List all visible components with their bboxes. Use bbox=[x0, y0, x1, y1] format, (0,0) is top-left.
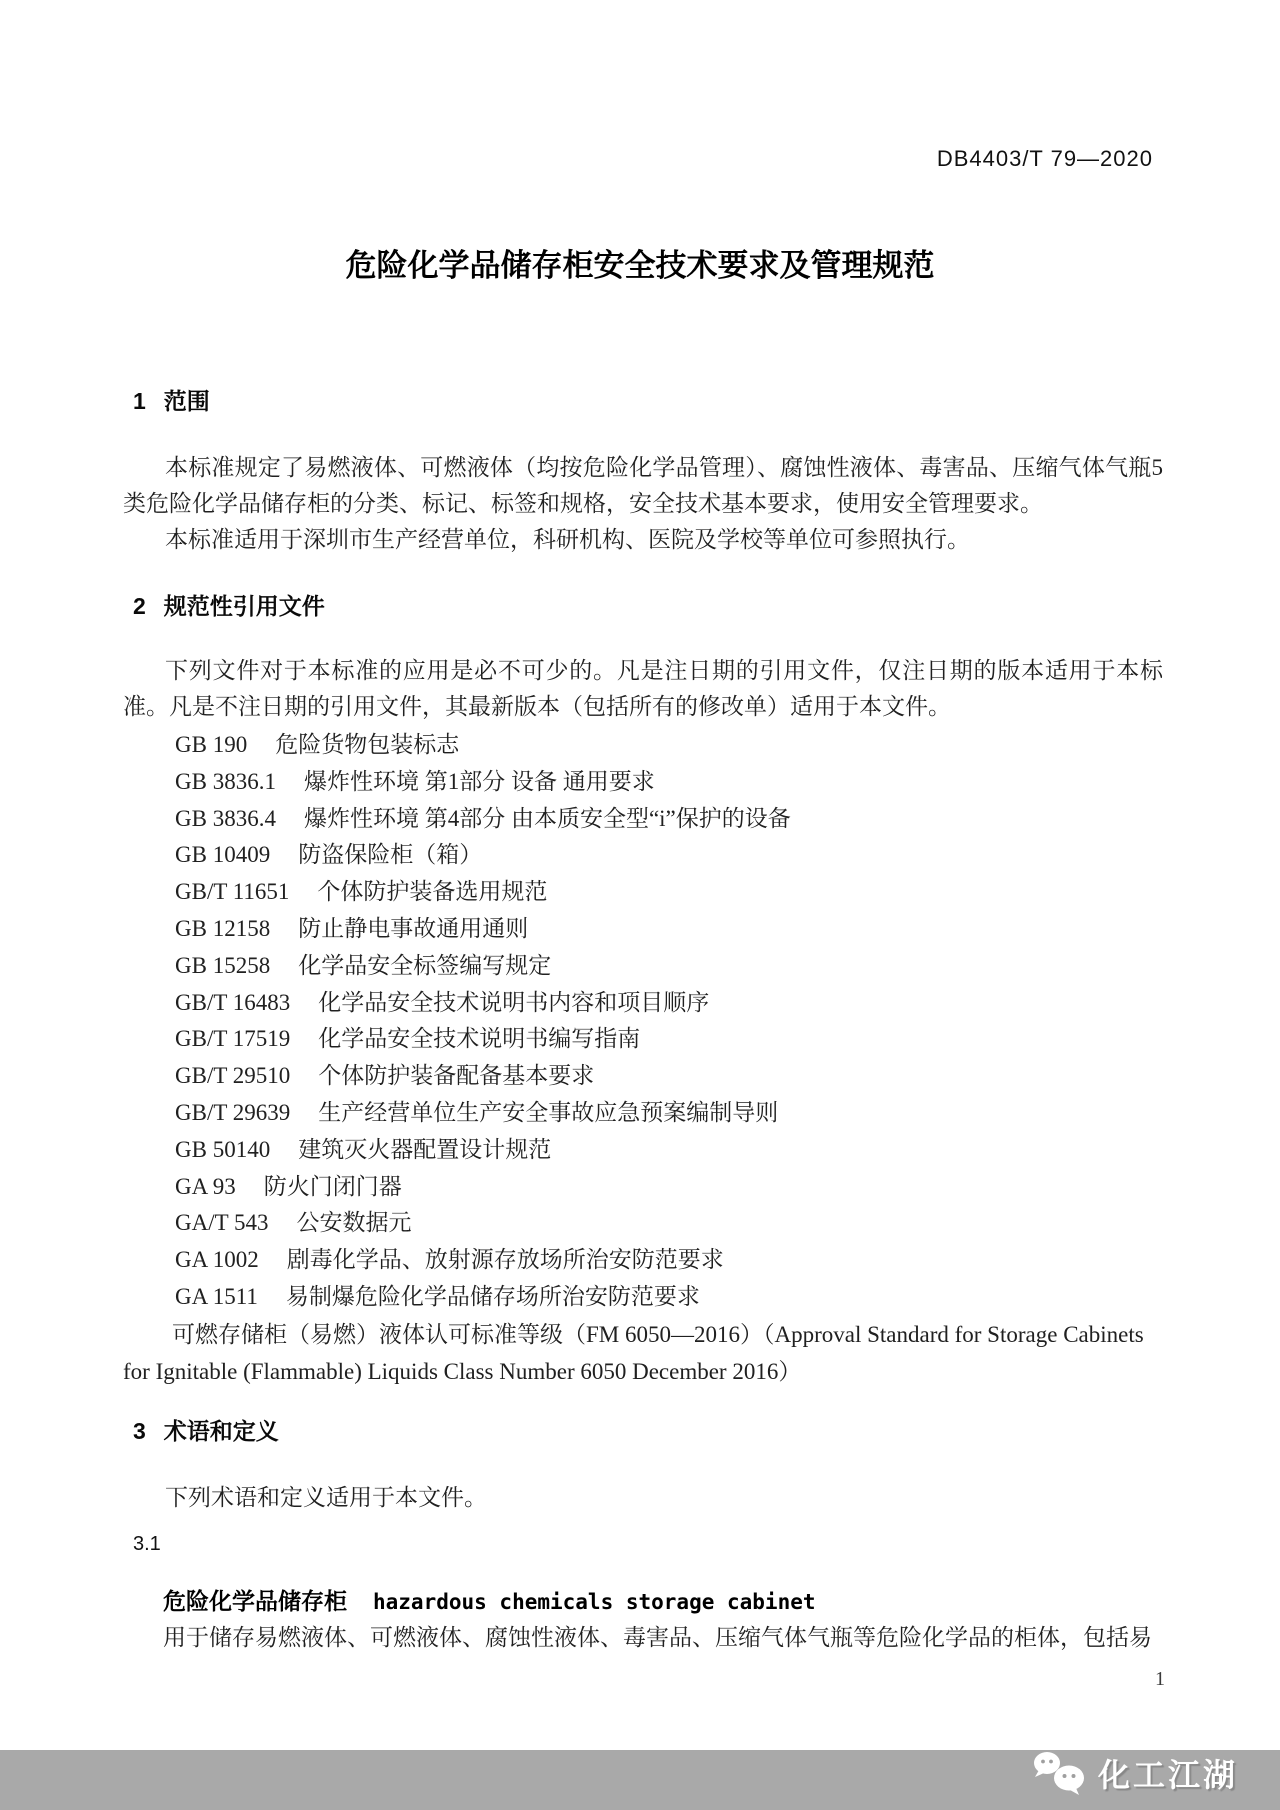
references-list bbox=[123, 727, 1163, 1316]
reference-item bbox=[123, 874, 1163, 911]
chat-bubbles-icon bbox=[1030, 1750, 1098, 1796]
reference-title: 危险货物包装标志 bbox=[275, 732, 460, 757]
section-heading-scope bbox=[133, 383, 1173, 416]
reference-item bbox=[123, 1132, 1163, 1169]
watermark-footer-band bbox=[0, 1750, 1280, 1810]
reference-title: 爆炸性环境 第1部分 设备 通用要求 bbox=[303, 768, 655, 794]
reference-title: 化学品安全标签编写规定 bbox=[298, 952, 552, 978]
reference-title: 建筑灭火器配置设计规范 bbox=[298, 1136, 552, 1162]
reference-code: GA 93 bbox=[175, 1173, 236, 1199]
reference-title: 防止静电事故通用通则 bbox=[298, 915, 529, 941]
term-name-zh: 危险化学品储存柜 bbox=[163, 1588, 347, 1614]
reference-item bbox=[123, 1058, 1163, 1095]
reference-title: 公安数据元 bbox=[296, 1210, 412, 1236]
reference-code: GB 190 bbox=[175, 732, 248, 757]
reference-code: GB/T 11651 bbox=[175, 879, 290, 905]
reference-title: 易制爆危险化学品储存场所治安防范要求 bbox=[285, 1283, 700, 1309]
terms-intro: 下列术语和定义适用于本文件。 bbox=[165, 1485, 487, 1510]
section-title: 范围 bbox=[163, 388, 210, 414]
section-number: 2 bbox=[133, 593, 146, 619]
term-entry bbox=[163, 1583, 1203, 1616]
reference-item bbox=[123, 1095, 1163, 1132]
term-number: 3.1 bbox=[133, 1533, 161, 1555]
reference-item bbox=[123, 1205, 1163, 1242]
section-title: 规范性引用文件 bbox=[163, 593, 325, 619]
reference-item bbox=[123, 1169, 1163, 1206]
section-heading-references bbox=[133, 588, 1173, 621]
brand-logo bbox=[1030, 1750, 1238, 1796]
reference-item bbox=[123, 1242, 1163, 1279]
reference-item bbox=[123, 1279, 1163, 1316]
reference-code: GB 12158 bbox=[175, 915, 271, 941]
reference-title: 生产经营单位生产安全事故应急预案编制导则 bbox=[318, 1099, 779, 1125]
reference-item bbox=[123, 801, 1163, 838]
reference-code: GB/T 16483 bbox=[175, 989, 291, 1015]
section-title: 术语和定义 bbox=[163, 1418, 279, 1444]
reference-code: GA/T 543 bbox=[175, 1210, 269, 1236]
scope-paragraph-2: 本标准适用于深圳市生产经营单位，科研机构、医院及学校等单位可参照执行。 bbox=[165, 527, 970, 552]
fm-reference-line-1: 可燃存储柜（易燃）液体认可标准等级（FM 6050—2016）（Approval Standard for Storage Cabinets bbox=[172, 1322, 1144, 1347]
reference-item bbox=[123, 764, 1163, 801]
section-heading-terms bbox=[133, 1413, 1173, 1446]
term-name-en: hazardous chemicals storage cabinet bbox=[373, 1590, 816, 1614]
fm-reference-line-2: for Ignitable (Flammable) Liquids Class Number 6050 December 2016） bbox=[123, 1359, 802, 1384]
reference-item bbox=[123, 837, 1163, 874]
scope-paragraph-1: 本标准规定了易燃液体、可燃液体（均按危险化学品管理）、腐蚀性液体、毒害品、压缩气体气瓶5类危险化学品储存柜的分类、标记、标签和规格，安全技术基本要求，使用安全管理要求。 bbox=[123, 455, 1163, 516]
page-number: 1 bbox=[1155, 1668, 1165, 1690]
reference-item bbox=[123, 948, 1163, 985]
reference-title: 防盗保险柜（箱） bbox=[298, 842, 483, 868]
reference-title: 爆炸性环境 第4部分 由本质安全型“i”保护的设备 bbox=[303, 805, 791, 831]
standard-code: DB4403/T 79—2020 bbox=[936, 146, 1153, 171]
reference-title: 防火门闭门器 bbox=[263, 1173, 402, 1199]
reference-code: GB/T 29510 bbox=[175, 1063, 291, 1089]
scope-paragraphs bbox=[123, 450, 1163, 558]
brand-name: 化工江湖 bbox=[1097, 1757, 1238, 1793]
reference-code: GB 50140 bbox=[175, 1136, 271, 1162]
reference-code: GB 10409 bbox=[175, 842, 271, 868]
fm-standard-reference bbox=[123, 1316, 1163, 1390]
reference-title: 化学品安全技术说明书内容和项目顺序 bbox=[318, 989, 710, 1015]
reference-code: GB/T 17519 bbox=[175, 1026, 291, 1052]
reference-item bbox=[123, 911, 1163, 948]
reference-code: GB 3836.4 bbox=[175, 805, 276, 831]
reference-item bbox=[123, 985, 1163, 1022]
reference-title: 剧毒化学品、放射源存放场所治安防范要求 bbox=[286, 1247, 724, 1273]
section-number: 3 bbox=[133, 1418, 146, 1444]
reference-code: GA 1002 bbox=[175, 1247, 259, 1273]
reference-code: GB/T 29639 bbox=[175, 1099, 291, 1125]
references-intro: 下列文件对于本标准的应用是必不可少的。凡是注日期的引用文件，仅注日期的版本适用于本标准。凡是不注日期的引用文件，其最新版本（包括所有的修改单）适用于本文件。 bbox=[123, 658, 1163, 719]
reference-code: GA 1511 bbox=[175, 1283, 258, 1309]
section-number: 1 bbox=[133, 388, 146, 414]
reference-title: 个体防护装备配备基本要求 bbox=[318, 1063, 595, 1089]
reference-code: GB 15258 bbox=[175, 952, 271, 978]
reference-item bbox=[123, 1021, 1163, 1058]
reference-code: GB 3836.1 bbox=[175, 768, 276, 794]
document-title: 危险化学品储存柜安全技术要求及管理规范 bbox=[345, 248, 935, 283]
term-definition: 用于储存易燃液体、可燃液体、腐蚀性液体、毒害品、压缩气体气瓶等危险化学品的柜体，包括易 bbox=[163, 1625, 1152, 1650]
reference-item bbox=[123, 727, 1163, 764]
reference-title: 化学品安全技术说明书编写指南 bbox=[318, 1026, 641, 1052]
reference-title: 个体防护装备选用规范 bbox=[317, 879, 548, 905]
